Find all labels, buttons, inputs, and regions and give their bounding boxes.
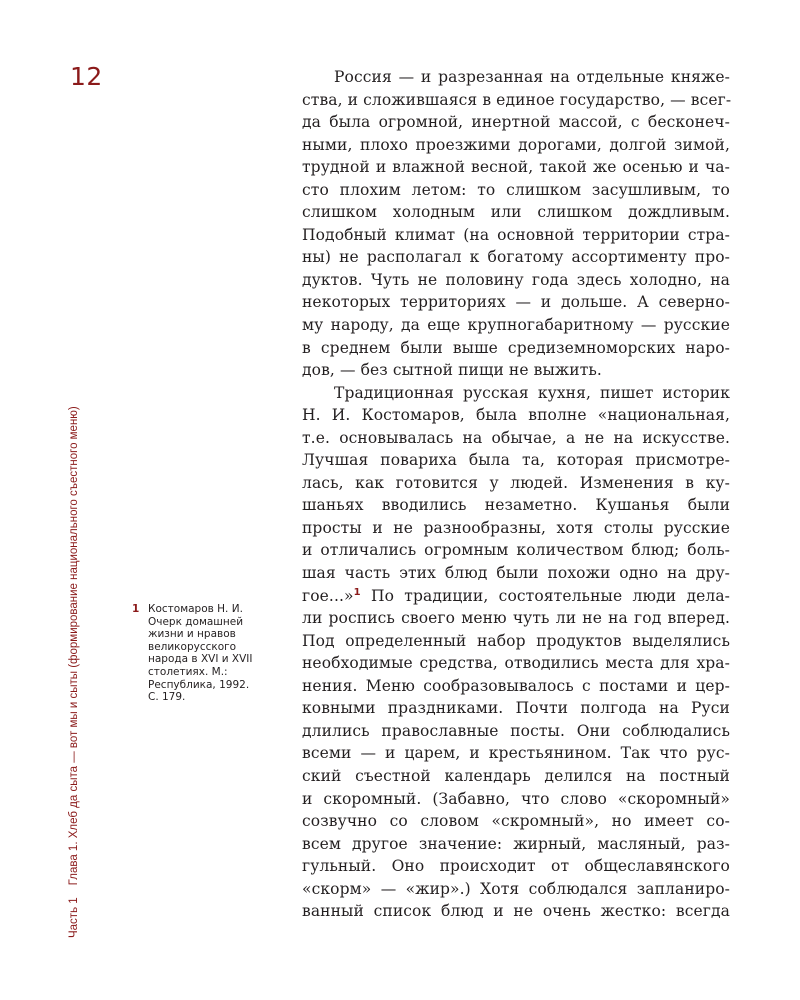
text-line: Под определенный набор продуктов выделялись — [302, 631, 730, 650]
text-line: да была огромной, инертной массой, с бесконеч- — [302, 113, 730, 132]
text-line: шая часть этих блюд были похожи одно на дру- — [302, 564, 730, 583]
text-line: Н. И. Костомаров, была вполне «национальная, — [302, 406, 730, 425]
text-line: ства, и сложившаяся в единое государство, — всег- — [302, 90, 732, 109]
text-line: ский съестной календарь делился на постный — [302, 766, 730, 785]
running-head-chapter: Глава 1. Хлеб да сыта — вот мы и сыты (формирование национального съестного меню) — [68, 406, 80, 886]
text-line: ными, плохо проезжими дорогами, долгой зимой, — [302, 135, 730, 154]
text-line: трудной и влажной весной, такой же осенью и ча- — [302, 158, 730, 177]
text-line: всем другое значение: жирный, масляный, раз- — [302, 834, 730, 853]
text-line: ковными праздниками. Почти полгода на Руси — [302, 699, 730, 718]
text-fragment: гое...» — [302, 586, 354, 605]
text-line: слишком холодным или слишком дождливым. — [302, 203, 730, 222]
main-text — [302, 66, 730, 923]
text-line: т.е. основывалась на обычае, а не на искусстве. — [302, 428, 730, 447]
text-line: ванный список блюд и не очень жестко: всегда — [302, 902, 730, 921]
text-line: Подобный климат (на основной территории стра- — [302, 225, 730, 244]
text-line: созвучно со словом «скромный», но имеет со- — [302, 812, 730, 831]
text-line: дуктов. Чуть не половину года здесь холодно, на — [302, 270, 730, 289]
footnote — [132, 603, 262, 704]
text-line: гульный. Оно происходит от общеславянского — [302, 857, 730, 876]
running-head — [68, 368, 80, 938]
text-line: ли роспись своего меню чуть ли не на год вперед. — [302, 609, 730, 628]
footnote-reference: 1 — [353, 586, 361, 598]
text-line: Лучшая повариха была та, которая присмотре- — [302, 451, 730, 470]
text-line: лась, как готовится у людей. Изменения в ку- — [302, 473, 730, 492]
text-line: дов, — без сытной пищи не выжить. — [302, 361, 602, 380]
footnote-marker: 1 — [132, 603, 140, 615]
text-line: Традиционная русская кухня, пишет историк — [334, 383, 730, 402]
running-head-part: Часть 1 — [68, 897, 80, 938]
text-line: необходимые средства, отводились места для хра- — [302, 654, 730, 673]
text-line: Россия — и разрезанная на отдельные княже- — [334, 68, 730, 86]
text-line: сто плохим летом: то слишком засушливым, то — [302, 180, 730, 199]
text-line: и скоромный. (Забавно, что слово «скоромный» — [302, 789, 730, 808]
text-line: нения. Меню сообразовывалось с постами и цер- — [302, 676, 730, 695]
text-line: длились православные посты. Они соблюдались — [302, 721, 730, 740]
text-line: шаньях вводились незаметно. Кушанья были — [302, 496, 730, 515]
text-line: му народу, да еще крупногабаритному — русские — [302, 316, 730, 335]
text-line: просты и не разнообразны, хотя столы русские — [302, 518, 730, 537]
text-line: всеми — и царем, и крестьянином. Так что рус- — [302, 744, 730, 763]
text-line: некоторых территориях — и дольше. А северно- — [302, 293, 730, 312]
text-fragment: По традиции, состоятельные люди дела- — [360, 586, 730, 605]
text-line: «скорм» — «жир».) Хотя соблюдался запланиро- — [302, 879, 730, 898]
text-line: и отличались огромным количеством блюд; боль- — [302, 541, 730, 560]
text-line: в среднем были выше средиземноморских наро- — [302, 338, 730, 357]
text-line: ны) не располагал к богатому ассортименту про- — [302, 248, 730, 267]
footnote-text: Костомаров Н. И. Очерк домашней жизни и нравов великорусского народа в XVI и XVII столетиях. М.: Республика, 1992. С. 179. — [148, 603, 253, 704]
text-line-with-footnote — [302, 585, 730, 608]
page-number: 12 — [70, 62, 103, 91]
